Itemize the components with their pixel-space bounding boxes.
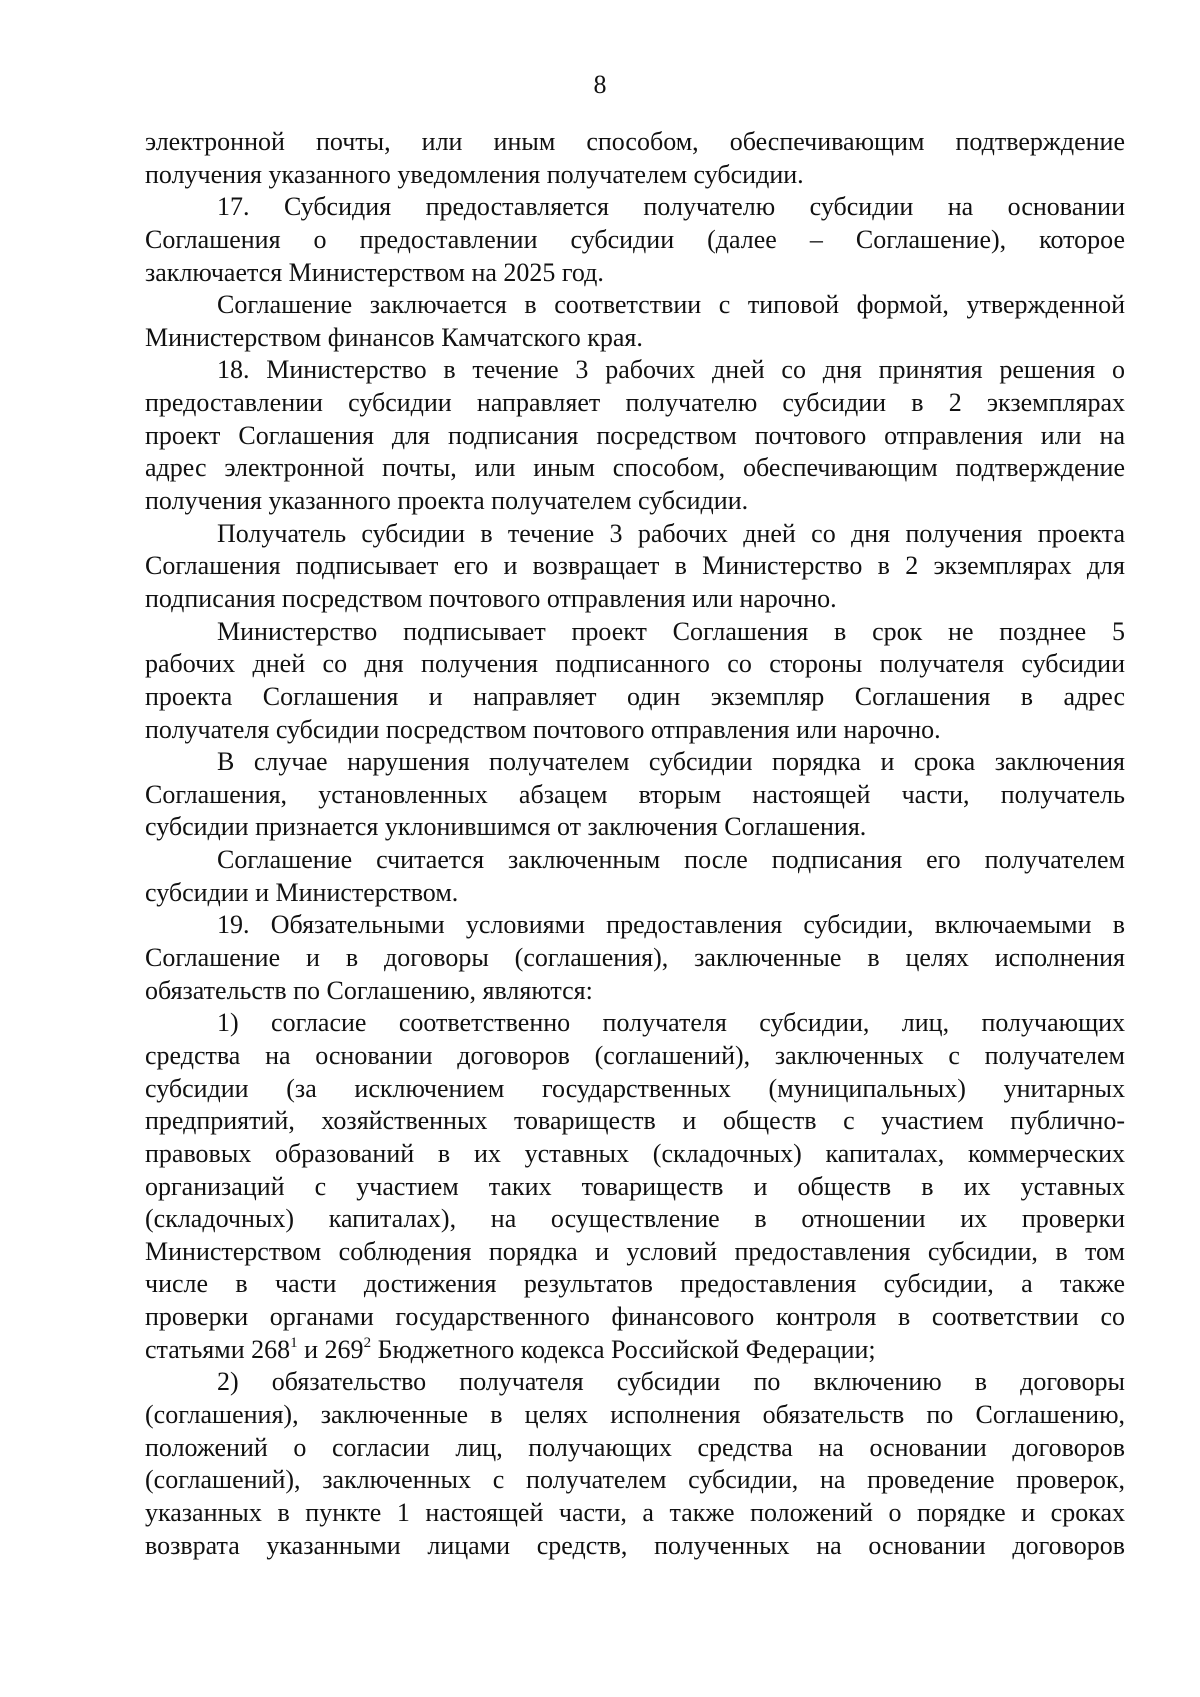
text-line: предприятий, хозяйственных товариществ и обществ с участием публично- [145,1106,1125,1136]
text-line: положений о согласии лиц, получающих средства на основании договоров [145,1432,1125,1462]
statute-text: и 269 [297,1334,364,1364]
text-line: подписания посредством почтового отправления или нарочно. [145,583,837,613]
text-line: рабочих дней со дня получения подписанного со стороны получателя субсидии [145,649,1125,679]
text-line: Соглашения, установленных абзацем вторым настоящей части, получатель [145,779,1125,809]
text-line: правовых образований в их уставных (складочных) капиталах, коммерческих [145,1138,1125,1168]
text-line: Соглашения подписывает его и возвращает в Министерство в 2 экземплярах для [145,551,1125,581]
text-line: указанных в пункте 1 настоящей части, а также положений о порядке и сроках [145,1497,1125,1527]
text-line: 19. Обязательными условиями предоставления субсидии, включаемыми в [217,910,1125,940]
text-line: (складочных) капиталах), на осуществление в отношении их проверки [145,1204,1125,1234]
body-text [145,126,1125,1562]
text-line [145,1334,1125,1367]
text-line: Соглашение заключается в соответствии с типовой формой, утвержденной [217,290,1125,320]
text-line: Министерством финансов Камчатского края. [145,322,643,352]
text-line: организаций с участием таких товариществ и обществ в их уставных [145,1171,1125,1201]
text-line: 2) обязательство получателя субсидии по включению в договоры [217,1367,1125,1397]
text-line: субсидии и Министерством. [145,877,459,907]
text-line: числе в части достижения результатов предоставления субсидии, а также [145,1269,1125,1299]
text-line: Соглашение и в договоры (соглашения), заключенные в целях исполнения [145,943,1125,973]
text-line: получения указанного уведомления получателем субсидии. [145,159,804,189]
text-line: заключается Министерством на 2025 год. [145,257,604,287]
text-line: Министерство подписывает проект Соглашения в срок не позднее 5 [217,616,1125,646]
text-line: проверки органами государственного финансового контроля в соответствии со [145,1302,1125,1332]
text-line: субсидии признается уклонившимся от заключения Соглашения. [145,812,867,842]
statute-text: Бюджетного кодекса Российской Федерации; [371,1334,876,1364]
text-line: В случае нарушения получателем субсидии порядка и срока заключения [217,747,1125,777]
text-line: (соглашений), заключенных с получателем субсидии, на проведение проверок, [145,1465,1125,1495]
text-line: предоставлении субсидии направляет получателю субсидии в 2 экземплярах [145,388,1125,418]
text-line: получателя субсидии посредством почтового отправления или нарочно. [145,714,941,744]
text-line: проекта Соглашения и направляет один экземпляр Соглашения в адрес [145,681,1125,711]
text-line: 1) согласие соответственно получателя субсидии, лиц, получающих [217,1008,1125,1038]
superscript: 2 [363,1334,372,1351]
text-line: субсидии (за исключением государственных (муниципальных) унитарных [145,1073,1125,1103]
text-line: 17. Субсидия предоставляется получателю субсидии на основании [217,192,1125,222]
text-line: Соглашение считается заключенным после подписания его получателем [217,845,1125,875]
text-line: возврата указанными лицами средств, полученных на основании договоров [145,1530,1125,1560]
text-line: электронной почты, или иным способом, обеспечивающим подтверждение [145,127,1125,156]
text-line: Получатель субсидии в течение 3 рабочих дней со дня получения проекта [217,518,1125,548]
text-line: проект Соглашения для подписания посредством почтового отправления или на [145,420,1125,450]
text-line: 18. Министерство в течение 3 рабочих дней со дня принятия решения о [217,355,1125,385]
text-line: Соглашения о предоставлении субсидии (далее – Соглашение), которое [145,224,1125,254]
superscript: 1 [290,1334,298,1351]
statute-text: статьями 268 [145,1334,291,1364]
text-line: средства на основании договоров (соглашений), заключенных с получателем [145,1040,1125,1070]
text-line: обязательств по Соглашению, являются: [145,975,593,1005]
text-line: получения указанного проекта получателем субсидии. [145,486,749,516]
page-number: 8 [593,70,607,99]
text-line: (соглашения), заключенные в целях исполнения обязательств по Соглашению, [145,1399,1125,1429]
text-line: адрес электронной почты, или иным способом, обеспечивающим подтверждение [145,453,1125,483]
text-line: Министерством соблюдения порядка и условий предоставления субсидии, в том [145,1236,1125,1266]
